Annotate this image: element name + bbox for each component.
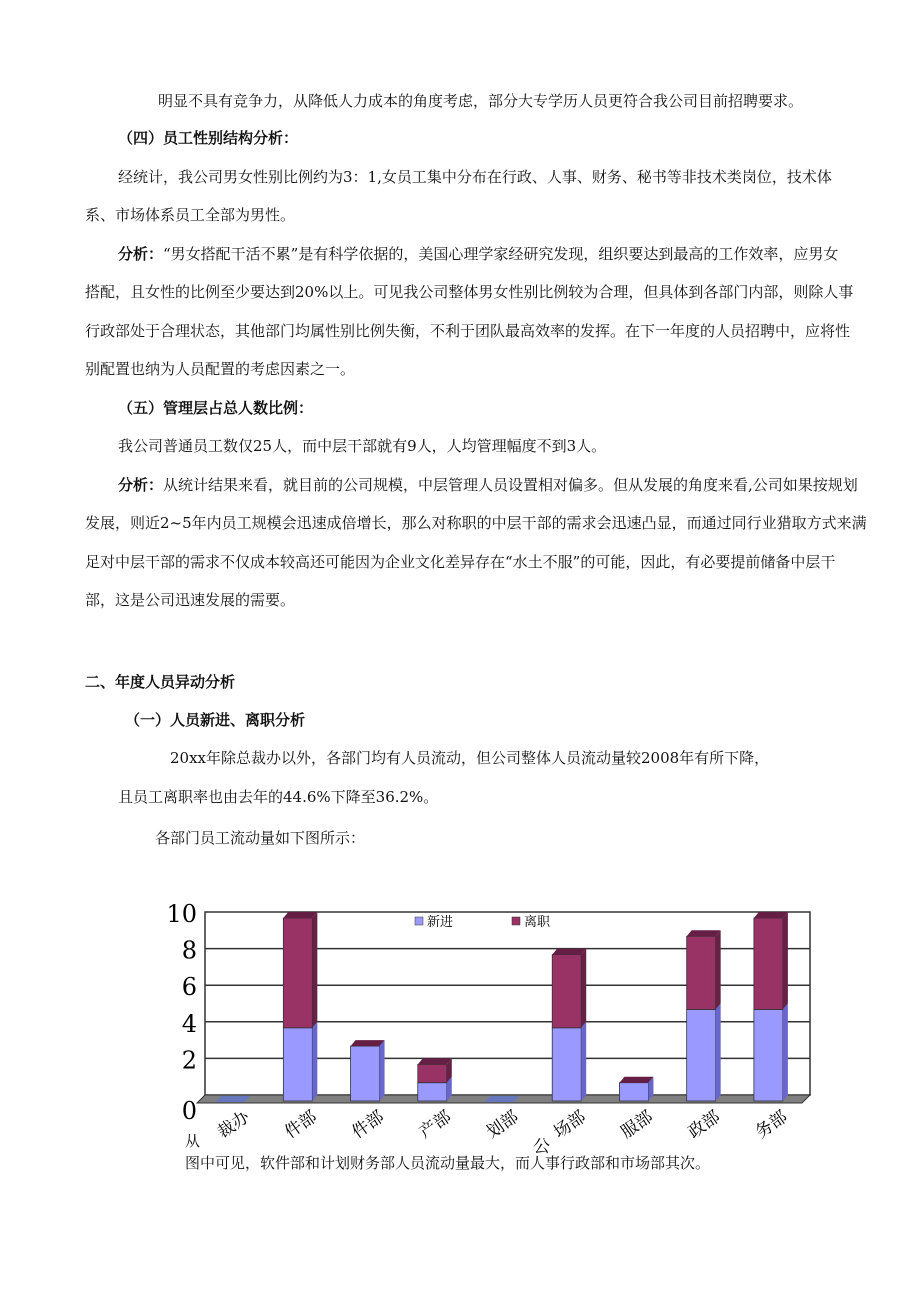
paragraph-text: “男女搭配干活不累”是有科学依据的，美国心理学家经研究发现，组织要达到最高的工作效率，应男女: [163, 245, 839, 263]
bar-top: [418, 1058, 452, 1064]
analysis-label: 分析：: [118, 476, 164, 494]
bar-chart: [166, 895, 830, 1157]
paragraph: 明显不具有竞争力，从降低人力成本的角度考虑，部分大专学历人员更符合我公司目前招聘要求。: [158, 92, 804, 110]
bar-leave: [754, 918, 783, 1010]
y-tick-label: 0: [181, 1097, 197, 1125]
paragraph-text: 从统计结果来看，就目前的公司规模，中层管理人员设置相对偏多。但从发展的角度来看,公司如果按规划: [163, 476, 858, 494]
y-tick-label: 10: [166, 900, 197, 928]
paragraph: 别配置也纳为人员配置的考虑因素之一。: [85, 360, 356, 378]
paragraph: 系、市场体系员工全部为男性。: [85, 206, 296, 224]
x-tick-label: 划部: [482, 1106, 523, 1143]
paragraph: 我公司普通员工数仅25人，而中层干部就有9人，人均管理幅度不到3人。: [118, 437, 607, 455]
paragraph: 经统计，我公司男女性别比例约为3：1,女员工集中分布在行政、人事、财务、秘书等非技术类岗位，技术体: [118, 168, 832, 186]
bar-side: [581, 1022, 586, 1101]
legend-label: 离职: [524, 915, 551, 930]
bar-new: [418, 1083, 447, 1101]
bar-new: [754, 1010, 783, 1102]
paragraph-fragment: 从: [185, 1132, 201, 1150]
legend-swatch: [415, 917, 423, 925]
analysis-label: 分析：: [118, 245, 164, 263]
bar-top: [283, 912, 317, 918]
section-heading: （四）员工性别结构分析：: [118, 129, 299, 147]
x-label-fragment: 公: [533, 1137, 551, 1157]
paragraph: 足对中层干部的需求不仅成本较高还可能因为企业文化差异存在“水土不服”的可能，因此，有必要提前储备中层干: [85, 553, 836, 571]
y-tick-label: 8: [181, 936, 197, 965]
x-tick-label: 裁办: [214, 1106, 254, 1143]
bar-leave: [418, 1064, 447, 1082]
bar-side: [581, 949, 586, 1028]
bar-new: [351, 1046, 380, 1101]
paragraph: [118, 244, 838, 264]
bar-leave: [687, 936, 716, 1009]
subsection-heading: （一）人员新进、离职分析: [125, 711, 306, 729]
x-tick-label: 政部: [684, 1106, 724, 1143]
bar-side: [716, 1004, 721, 1102]
paragraph: 部，这是公司迅速发展的需要。: [85, 591, 296, 609]
y-tick-label: 6: [181, 973, 197, 1002]
bar-top: [687, 930, 721, 936]
paragraph: 图中可见，软件部和计划财务部人员流动量最大，而人事行政部和市场部其次。: [185, 1154, 711, 1172]
y-tick-label: 4: [181, 1009, 197, 1038]
bar-new: [552, 1028, 581, 1101]
paragraph: 发展，则近2~5年内员工规模会迅速成倍增长，那么对称职的中层干部的需求会迅速凸显，而通过同行业猎取方式来满: [85, 514, 867, 532]
legend-label: 新进: [427, 915, 454, 930]
bar-side: [312, 912, 317, 1028]
bar-side: [783, 1004, 788, 1102]
bar-side: [716, 930, 721, 1009]
bar-zero: [485, 1096, 519, 1102]
paragraph: 行政部处于合理状态，其他部门均属性别比例失衡，不利于团队最高效率的发挥。在下一年度的人员招聘中，应将性: [85, 322, 851, 340]
paragraph: [118, 475, 858, 495]
bar-top: [619, 1077, 653, 1083]
bar-side: [380, 1040, 385, 1101]
bar-side: [312, 1022, 317, 1101]
paragraph: 且员工离职率也由去年的44.6%下降至36.2%。: [118, 788, 439, 806]
bar-new: [283, 1028, 312, 1101]
paragraph: 各部门员工流动量如下图所示：: [155, 829, 366, 847]
bar-new: [619, 1083, 648, 1101]
bar-leave: [283, 918, 312, 1028]
section-heading: （五）管理层占总人数比例：: [118, 399, 314, 417]
bar-top: [351, 1040, 385, 1046]
paragraph: 20xx年除总裁办以外，各部门均有人员流动，但公司整体人员流动量较2008年有所下降，: [170, 749, 770, 767]
bar-top: [754, 912, 788, 918]
section-heading: 二、年度人员异动分析: [85, 673, 236, 691]
x-tick-label: 场部: [550, 1106, 590, 1143]
y-tick-label: 2: [181, 1046, 197, 1075]
x-tick-label: 件部: [281, 1106, 321, 1143]
paragraph: 搭配，且女性的比例至少要达到20%以上。可见我公司整体男女性别比例较为合理，但具体到各部门内部，则除人事: [85, 283, 854, 301]
bar-zero: [216, 1096, 250, 1102]
bar-new: [687, 1010, 716, 1102]
bar-side: [783, 912, 788, 1010]
x-tick-label: 服部: [617, 1106, 657, 1143]
legend-swatch: [512, 917, 520, 925]
bar-leave: [552, 955, 581, 1028]
x-tick-label: 产部: [415, 1106, 456, 1143]
x-tick-label: 件部: [348, 1106, 388, 1143]
bar-top: [552, 949, 586, 955]
x-tick-label: 务部: [751, 1106, 792, 1143]
